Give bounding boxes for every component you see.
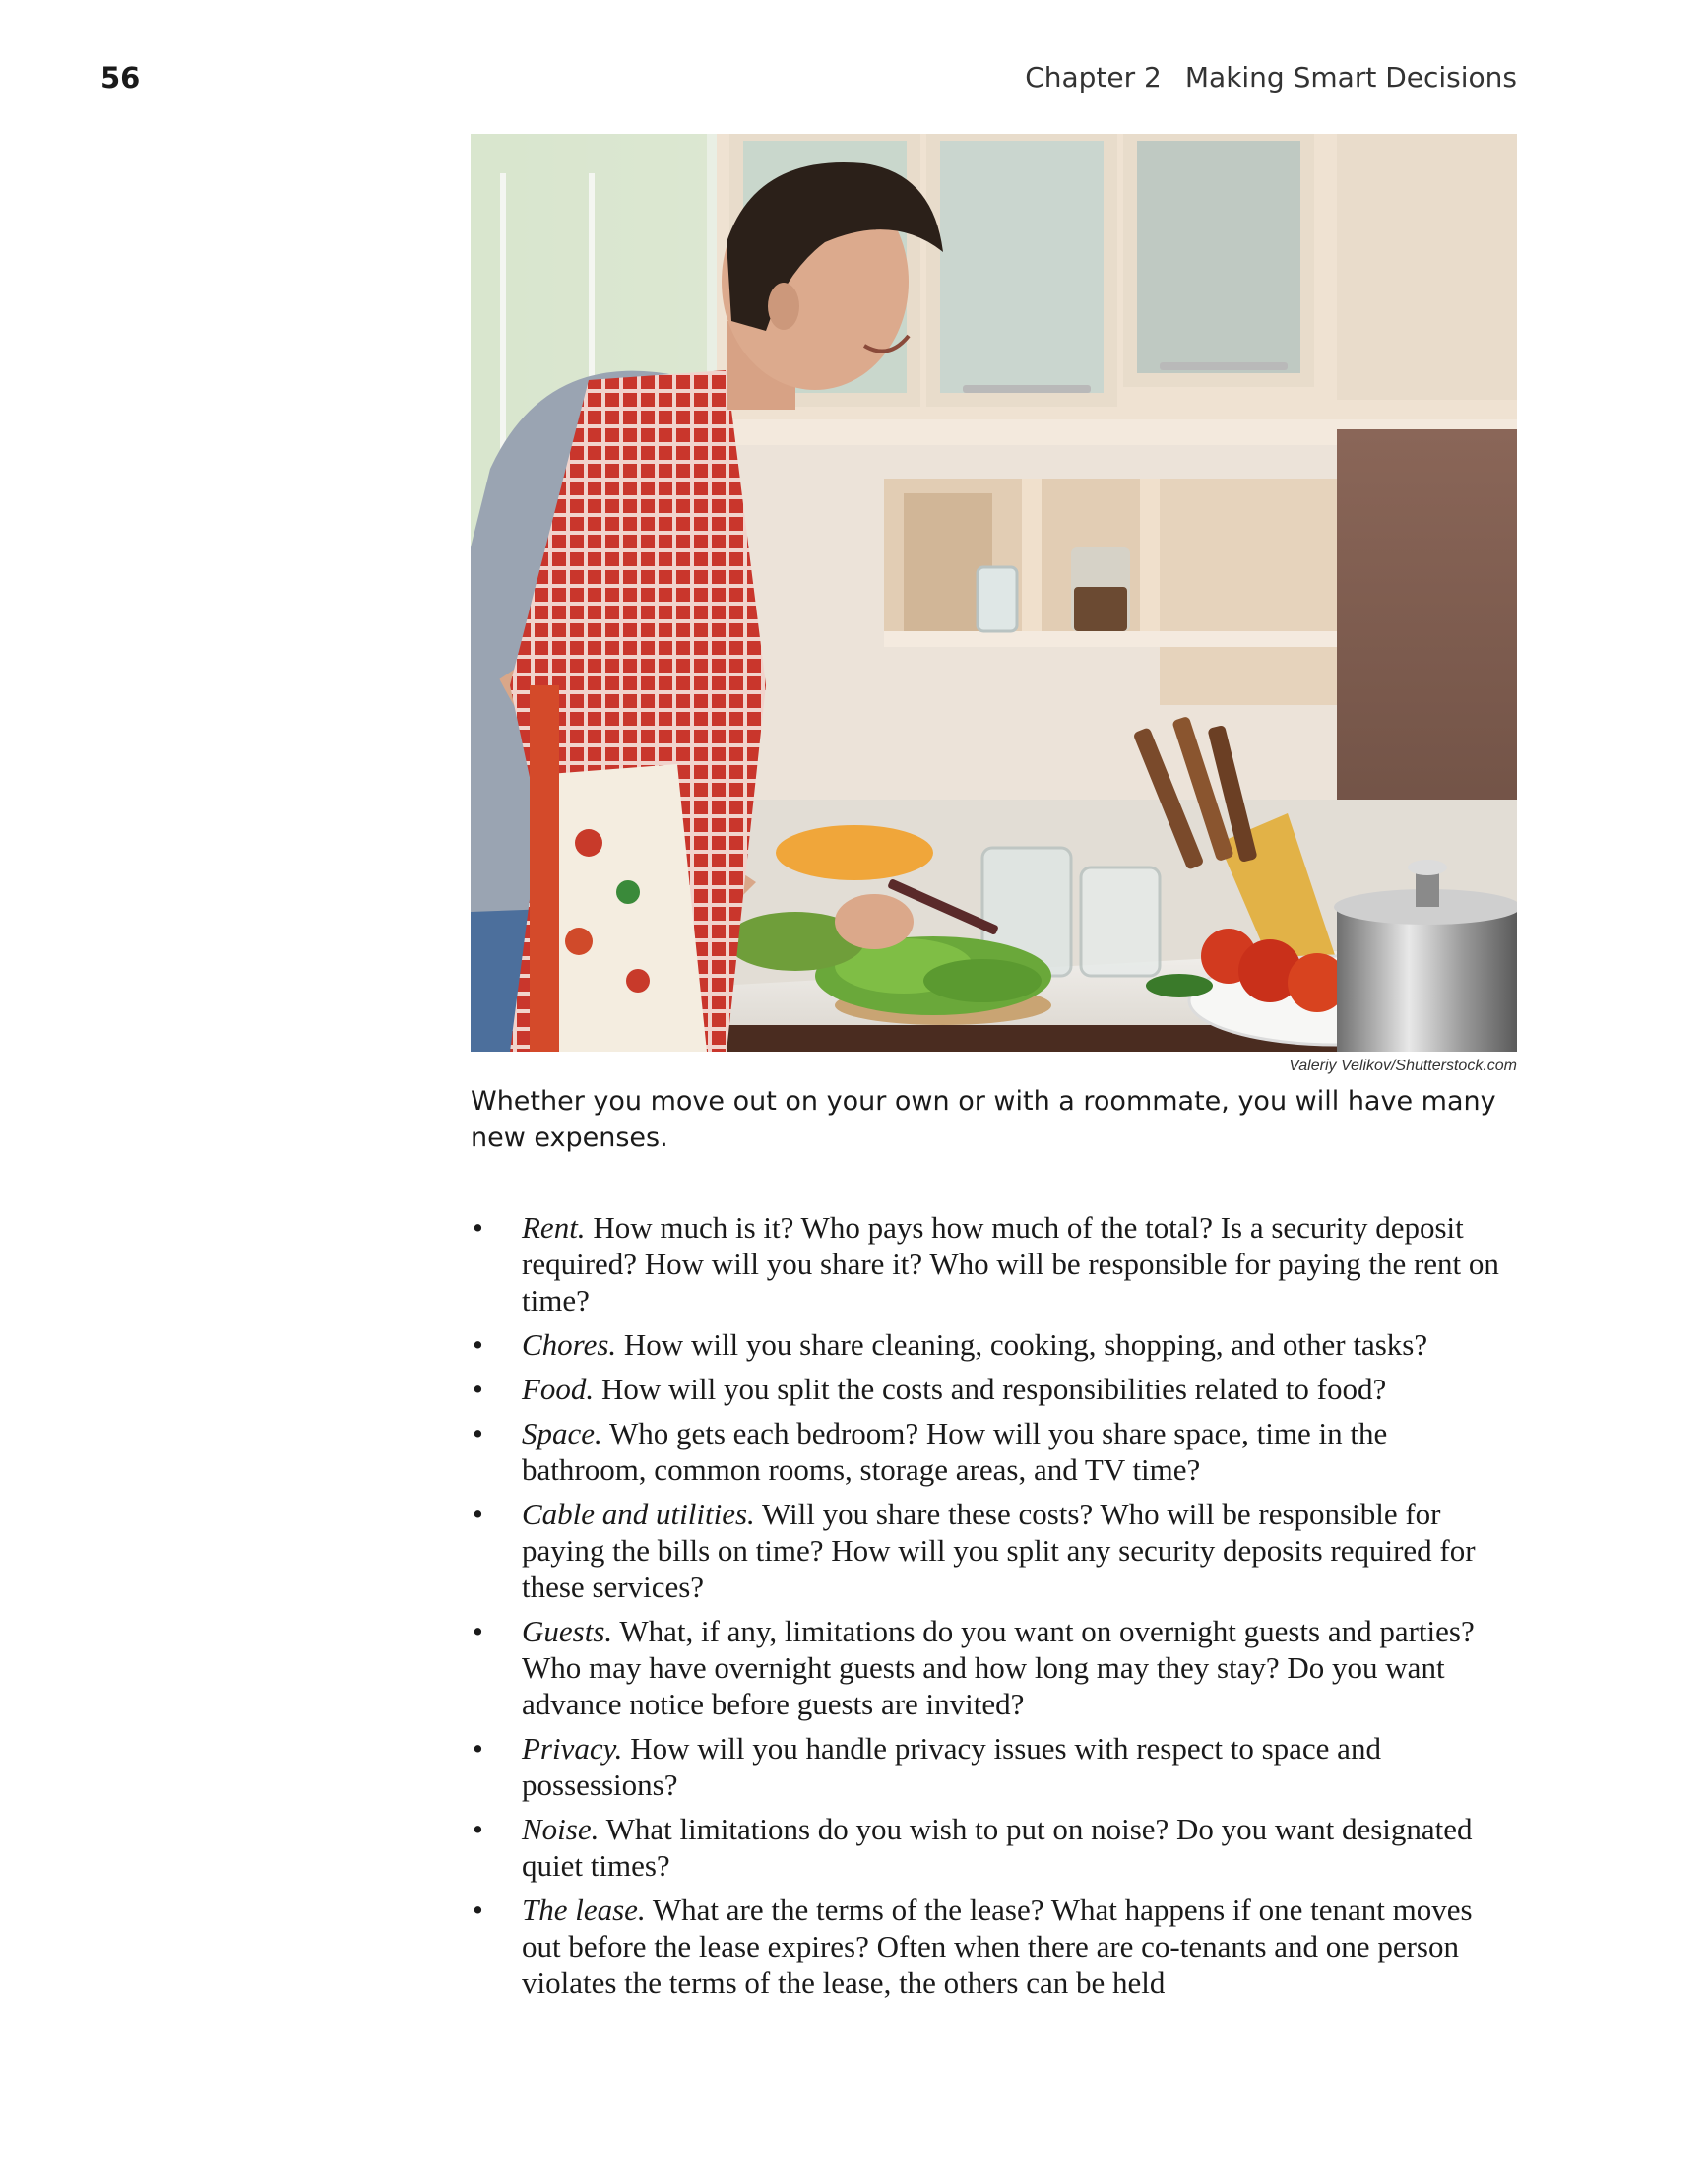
list-item-text: What are the terms of the lease? What happens if one tenant moves out before the lease expires? Often when there are co-tenants and one person violates the terms of the lease, the others can be held bbox=[522, 1893, 1473, 2000]
bullet-icon: • bbox=[473, 1893, 483, 1927]
bullet-icon: • bbox=[473, 1327, 483, 1362]
chapter-title: Making Smart Decisions bbox=[1184, 61, 1517, 94]
list-item-text: How will you handle privacy issues with respect to space and possessions? bbox=[522, 1731, 1381, 1802]
list-item-term: Rent. bbox=[522, 1210, 586, 1245]
list-item-text: Who gets each bedroom? How will you share space, time in the bathroom, common rooms, storage areas, and TV time? bbox=[522, 1416, 1388, 1487]
list-item-term: The lease. bbox=[522, 1893, 646, 1927]
list-item-term: Cable and utilities. bbox=[522, 1497, 755, 1531]
page-number: 56 bbox=[100, 61, 141, 95]
list-item bbox=[471, 1613, 1517, 1722]
bullet-icon: • bbox=[473, 1497, 483, 1531]
list-item bbox=[471, 1415, 1517, 1488]
list-item bbox=[471, 1326, 1517, 1363]
list-item bbox=[471, 1811, 1517, 1884]
bullet-icon: • bbox=[473, 1210, 483, 1245]
kitchen-photo bbox=[471, 134, 1517, 1052]
list-item-text: What, if any, limitations do you want on overnight guests and parties? Who may have overnight guests and how long may they stay? Do you want advance notice before guests are invited? bbox=[522, 1614, 1475, 1721]
list-item bbox=[471, 1371, 1517, 1407]
bullet-icon: • bbox=[473, 1731, 483, 1766]
bullet-icon: • bbox=[473, 1416, 483, 1450]
bullet-icon: • bbox=[473, 1372, 483, 1406]
list-item-text: How will you share cleaning, cooking, shopping, and other tasks? bbox=[616, 1327, 1428, 1362]
list-item-term: Guests. bbox=[522, 1614, 613, 1648]
list-item-text: What limitations do you wish to put on noise? Do you want designated quiet times? bbox=[522, 1812, 1473, 1883]
list-item-text: Will you share these costs? Who will be responsible for paying the bills on time? How will you split any security deposits required for these services? bbox=[522, 1497, 1476, 1604]
chapter-label: Chapter 2 bbox=[1025, 61, 1162, 94]
list-item bbox=[471, 1892, 1517, 2001]
list-item bbox=[471, 1730, 1517, 1803]
list-item-term: Privacy. bbox=[522, 1731, 623, 1766]
list-item-term: Noise. bbox=[522, 1812, 600, 1846]
figure-caption: Whether you move out on your own or with a roommate, you will have many new expenses. bbox=[471, 1086, 1496, 1153]
list-item bbox=[471, 1496, 1517, 1605]
list-item-text: How will you split the costs and responsibilities related to food? bbox=[594, 1372, 1387, 1406]
bullet-icon: • bbox=[473, 1812, 483, 1846]
photo-credit: Valeriy Velikov/Shutterstock.com bbox=[1289, 1058, 1517, 1074]
list-item-text: How much is it? Who pays how much of the total? Is a security deposit required? How will you share it? Who will be responsible for paying the rent on time? bbox=[522, 1210, 1499, 1317]
bullet-list bbox=[471, 1209, 1517, 2009]
list-item-term: Food. bbox=[522, 1372, 595, 1406]
list-item-term: Chores. bbox=[522, 1327, 617, 1362]
running-head bbox=[1025, 61, 1517, 94]
bullet-icon: • bbox=[473, 1614, 483, 1648]
list-item-term: Space. bbox=[522, 1416, 602, 1450]
list-item bbox=[471, 1209, 1517, 1318]
